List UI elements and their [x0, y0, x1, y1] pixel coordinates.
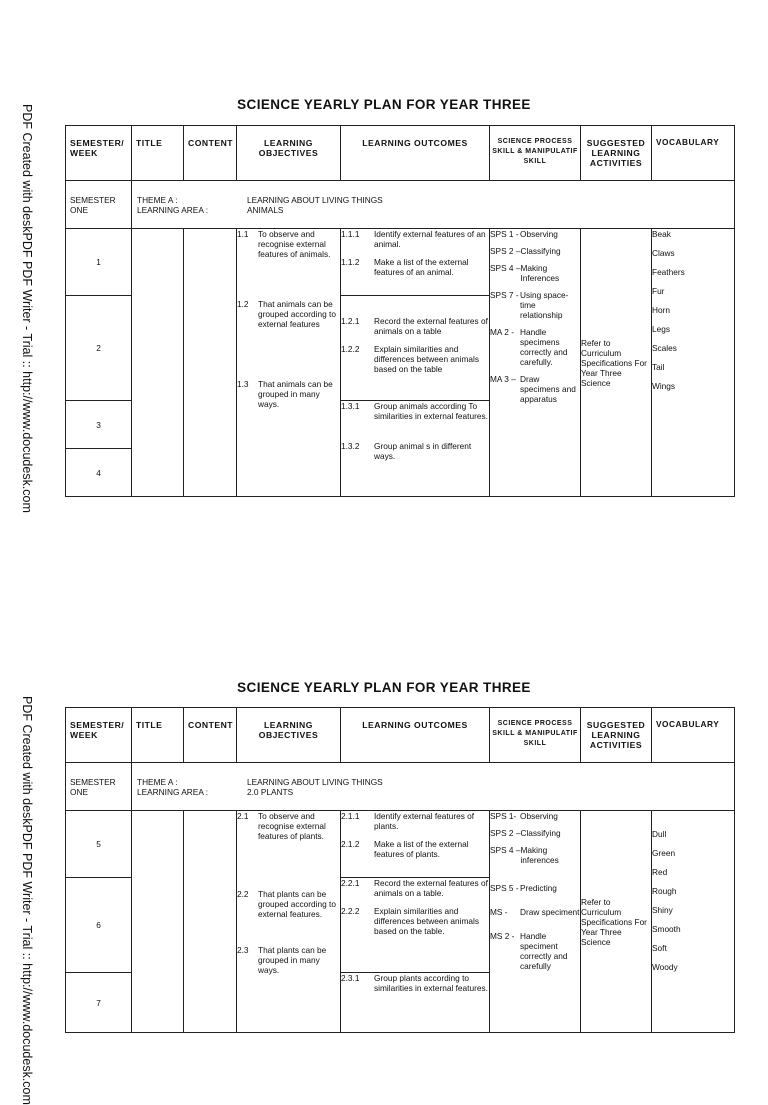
header-title: TITLE — [132, 708, 184, 763]
vocab-item: Fur — [652, 286, 665, 296]
outcomes-cell — [341, 296, 490, 401]
header-content: CONTENT — [184, 708, 237, 763]
title-cell — [132, 229, 184, 497]
skills-cell — [490, 229, 581, 497]
theme-cell — [132, 181, 735, 229]
header-suggested-activities: SUGGESTED LEARNING ACTIVITIES — [581, 126, 652, 181]
outcome-item: 1.1.2 Make a list of the external features of an animal. — [341, 257, 469, 277]
outcomes-cell — [341, 811, 490, 878]
objectives-cell — [237, 229, 341, 497]
page-title: SCIENCE YEARLY PLAN FOR YEAR THREE — [237, 97, 531, 112]
skill-item: SPS 4 – Making Inferences — [490, 263, 560, 283]
skill-item: MS 2 - Handle speciment correctly and carefully — [490, 931, 568, 971]
vocab-item: Scales — [652, 343, 677, 353]
skill-item: SPS 2 – Classifying — [490, 828, 561, 838]
skill-item: SPS 4 – Making inferences — [490, 845, 559, 865]
outcome-item: 1.2.1 Record the external features of animals on a table — [341, 316, 488, 336]
outcome-item: 1.1.1 Identify external features of an animal. — [341, 229, 486, 249]
outcomes-cell — [341, 878, 490, 973]
vocab-item: Claws — [652, 248, 675, 258]
vocab-item: Horn — [652, 305, 670, 315]
vocab-item: Smooth — [652, 924, 681, 934]
week-cell: 4 — [66, 449, 132, 497]
objectives-cell — [237, 811, 341, 1033]
header-science-process-skill: SCIENCE PROCESS SKILL & MANIPULATIF SKILL — [490, 126, 581, 181]
header-learning-objectives: LEARNING OBJECTIVES — [237, 126, 341, 181]
area-key: LEARNING AREA : — [137, 204, 209, 215]
vocabulary-cell — [652, 811, 735, 1033]
vocabulary-cell — [652, 229, 735, 497]
vocab-item: Shiny — [652, 905, 673, 915]
header-title: TITLE — [132, 126, 184, 181]
header-learning-outcomes: LEARNING OUTCOMES — [341, 126, 490, 181]
vocab-item: Dull — [652, 829, 667, 839]
area-value: ANIMALS — [247, 204, 284, 215]
objective-item: 1.2 That animals can be grouped according to external features — [237, 299, 336, 329]
header-content: CONTENT — [184, 126, 237, 181]
week-cell: 3 — [66, 401, 132, 449]
vocab-item: Rough — [652, 886, 677, 896]
theme-value: LEARNING ABOUT LIVING THINGS — [247, 776, 383, 787]
content-cell — [184, 229, 237, 497]
week-cell: 1 — [66, 229, 132, 296]
vocab-item: Green — [652, 848, 676, 858]
page-title: SCIENCE YEARLY PLAN FOR YEAR THREE — [237, 680, 531, 695]
header-suggested-activities: SUGGESTED LEARNING ACTIVITIES — [581, 708, 652, 763]
activities-cell: Refer to Curriculum Specifications For Year Three Science — [581, 229, 652, 497]
header-semester-week: SEMESTER/ WEEK — [66, 708, 132, 763]
vocab-item: Woody — [652, 962, 678, 972]
skill-item: SPS 2 – Classifying — [490, 246, 561, 256]
objective-item: 2.2 That plants can be grouped according to external features. — [237, 889, 336, 919]
theme-key: THEME A : — [137, 776, 178, 787]
week-cell: 5 — [66, 811, 132, 878]
outcome-item: 2.2.1 Record the external features of animals on a table. — [341, 878, 488, 898]
vocab-item: Wings — [652, 381, 676, 391]
skill-item: MA 2 - Handle specimens correctly and carefully. — [490, 327, 568, 367]
area-value: 2.0 PLANTS — [247, 786, 294, 797]
objective-item: 1.3 That animals can be grouped in many ways. — [237, 379, 333, 409]
skills-cell — [490, 811, 581, 1033]
vocab-item: Feathers — [652, 267, 685, 277]
vocab-item: Tail — [652, 362, 665, 372]
plan-table — [65, 707, 735, 1033]
outcomes-cell — [341, 401, 490, 497]
skill-item: SPS 1- Observing — [490, 811, 558, 821]
outcome-item: 1.2.2 Explain similarities and differences between animals based on the table — [341, 344, 480, 374]
theme-cell — [132, 763, 735, 811]
semester-label: SEMESTER ONE — [66, 763, 132, 811]
outcome-item: 2.3.1 Group plants according to similarities in external features. — [341, 973, 488, 993]
week-cell: 2 — [66, 296, 132, 401]
skill-item: MS - Draw speciment — [490, 907, 580, 917]
header-semester-week: SEMESTER/ WEEK — [66, 126, 132, 181]
skill-item: SPS 7 - Using space-time relationship — [490, 290, 569, 320]
watermark-text: PDF Created with deskPDF PDF Writer - Trial :: http://www.docudesk.com — [20, 104, 34, 513]
semester-label: SEMESTER ONE — [66, 181, 132, 229]
header-learning-objectives: LEARNING OBJECTIVES — [237, 708, 341, 763]
skill-item: MA 3 – Draw specimens and apparatus — [490, 374, 576, 404]
header-science-process-skill: SCIENCE PROCESS SKILL & MANIPULATIF SKILL — [490, 708, 581, 763]
objective-item: 2.1 To observe and recognise external features of plants. — [237, 811, 326, 841]
week-cell: 6 — [66, 878, 132, 973]
vocab-item: Beak — [652, 229, 671, 239]
watermark-text: PDF Created with deskPDF PDF Writer - Trial :: http://www.docudesk.com — [20, 696, 34, 1105]
header-learning-outcomes: LEARNING OUTCOMES — [341, 708, 490, 763]
objective-item: 1.1 To observe and recognise external features of animals. — [237, 229, 331, 259]
theme-key: THEME A : — [137, 194, 178, 205]
week-cell: 7 — [66, 973, 132, 1033]
plan-table — [65, 125, 735, 497]
vocab-item: Soft — [652, 943, 667, 953]
theme-value: LEARNING ABOUT LIVING THINGS — [247, 194, 383, 205]
area-key: LEARNING AREA : — [137, 786, 209, 797]
outcome-item: 2.2.2 Explain similarities and differences between animals based on the table. — [341, 906, 480, 936]
skill-item: SPS 1 - Observing — [490, 229, 558, 239]
outcome-item: 1.3.2 Group animal s in different ways. — [341, 441, 472, 461]
title-cell — [132, 811, 184, 1033]
outcome-item: 2.1.2 Make a list of the external features of plants. — [341, 839, 469, 859]
vocab-item: Red — [652, 867, 668, 877]
header-vocabulary: VOCABULARY — [652, 708, 735, 763]
content-cell — [184, 811, 237, 1033]
header-vocabulary: VOCABULARY — [652, 126, 735, 181]
skill-item: SPS 5 - Predicting — [490, 883, 557, 893]
activities-cell: Refer to Curriculum Specifications For Year Three Science — [581, 811, 652, 1033]
vocab-item: Legs — [652, 324, 670, 334]
outcome-item: 1.3.1 Group animals according To similarities in external features. — [341, 401, 488, 421]
objective-item: 2.3 That plants can be grouped in many ways. — [237, 945, 327, 975]
outcome-item: 2.1.1 Identify external features of plants. — [341, 811, 475, 831]
outcomes-cell — [341, 229, 490, 296]
